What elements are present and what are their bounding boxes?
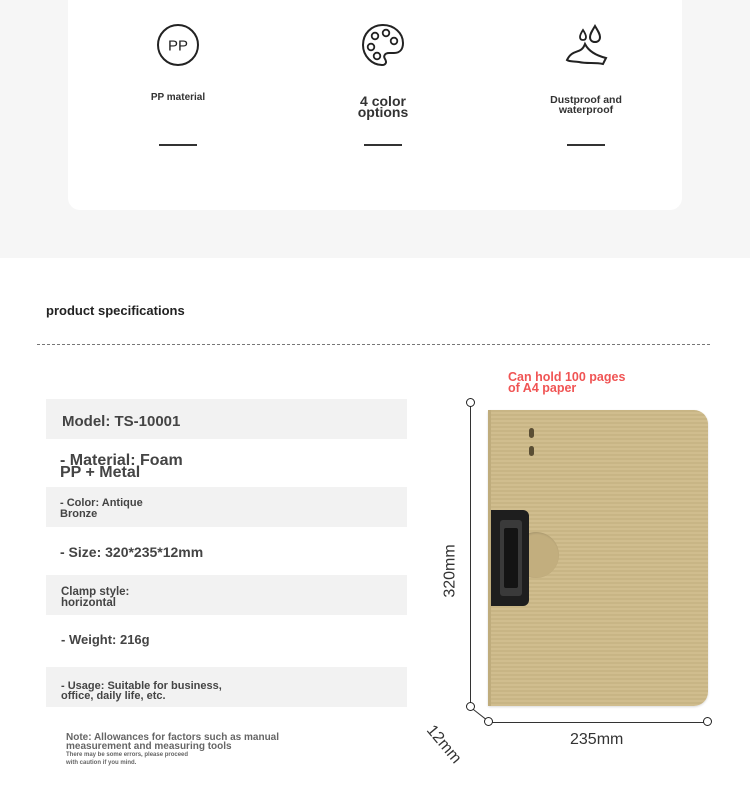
pp-icon-text: PP — [167, 37, 189, 55]
width-label: 235mm — [570, 731, 624, 748]
dimension-dot — [484, 717, 493, 726]
spec-text: Model: TS-10001 — [62, 413, 181, 430]
spec-text: - Usage: Suitable for business, office, daily life, etc. — [61, 680, 222, 702]
pp-icon — [155, 22, 201, 68]
note-small-text: There may be some errors, please proceed with caution if you mind. — [66, 752, 189, 766]
spec-row-clamp — [46, 575, 407, 615]
palette-icon — [360, 22, 406, 68]
features-card — [68, 0, 682, 210]
dimension-dot — [466, 398, 475, 407]
feature-label: 4 color options — [357, 93, 409, 120]
spec-row-material — [46, 449, 407, 487]
feature-dash — [567, 144, 605, 146]
folder-hole — [529, 446, 534, 456]
dashed-divider — [37, 344, 710, 345]
height-dimension-line — [470, 403, 471, 707]
feature-label: Dustproof and waterproof — [550, 94, 622, 116]
spec-row-weight — [46, 621, 407, 659]
height-label: 320mm — [441, 544, 459, 598]
feature-color-options — [293, 0, 473, 200]
spec-row-size — [46, 533, 407, 571]
feature-dash — [159, 144, 197, 146]
spec-row-usage — [46, 667, 407, 707]
spec-row-model — [46, 399, 407, 439]
water-drop-icon — [563, 22, 609, 68]
clipboard-folder-image — [488, 410, 708, 706]
spec-row-color — [46, 487, 407, 527]
dimension-dot — [703, 717, 712, 726]
spec-text: - Weight: 216g — [61, 632, 150, 647]
spec-text: - Size: 320*235*12mm — [60, 544, 204, 560]
note-text: Note: Allowances for factors such as manual measurement and measuring tools — [66, 732, 280, 752]
section-title: product specifications — [46, 303, 185, 318]
folder-hole — [529, 428, 534, 438]
depth-label: 12mm — [422, 722, 465, 767]
dimension-dot — [466, 702, 475, 711]
spec-text: - Color: Antique Bronze — [60, 497, 143, 520]
feature-pp-material — [88, 0, 268, 200]
feature-dustproof — [496, 0, 676, 200]
capacity-note: Can hold 100 pages of A4 paper — [508, 370, 626, 395]
clip-slot — [504, 528, 518, 588]
width-dimension-line — [489, 722, 708, 723]
feature-dash — [364, 144, 402, 146]
feature-label: PP material — [150, 92, 206, 103]
spec-text: - Material: Foam PP + Metal — [60, 452, 183, 481]
spec-text: Clamp style: horizontal — [61, 586, 130, 609]
